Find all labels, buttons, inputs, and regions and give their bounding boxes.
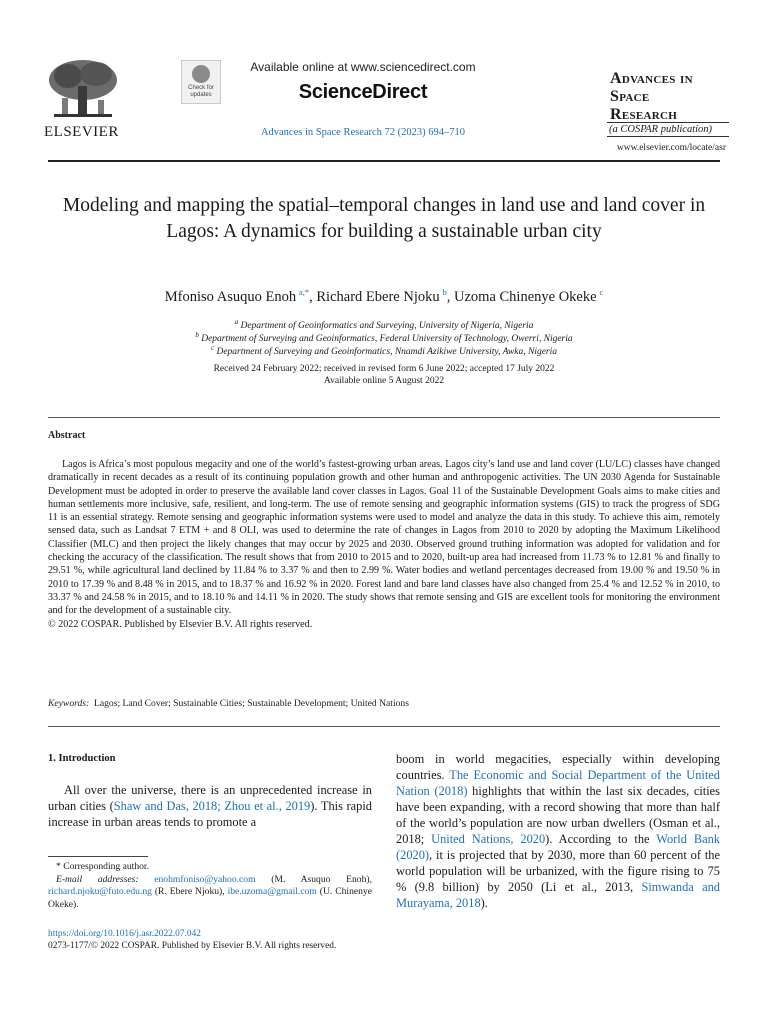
citation-link[interactable]: Shaw and Das, 2018; Zhou et al., 2019 xyxy=(113,799,311,813)
journal-citation-link[interactable]: Advances in Space Research 72 (2023) 694–710 xyxy=(260,127,466,138)
affiliation xyxy=(60,318,708,331)
journal-subtitle: (a COSPAR publication) xyxy=(607,122,729,137)
header-divider xyxy=(48,160,720,162)
intro-text: All over the universe, there is an unprecedented increase in urban cities ( xyxy=(48,783,372,813)
author-list: Mfoniso Asuquo Enoh $^{a,*}$, Richard Ebere Njoku $^b$, Uzoma Chinenye Okeke $^c$ xyxy=(164,287,604,305)
keywords-label: Keywords: xyxy=(48,698,90,709)
section-heading: 1. Introduction xyxy=(48,753,116,764)
abstract-body xyxy=(48,458,720,631)
email-owner: (R. Ebere Njoku), xyxy=(151,886,228,898)
badge-label: Check for updates xyxy=(188,85,214,98)
author-affiliation-mark[interactable]: b xyxy=(442,287,447,297)
intro-text: ). xyxy=(480,896,488,910)
citation-link[interactable]: World Bank (2020) xyxy=(396,832,720,862)
author-name: Mfoniso Asuquo Enoh xyxy=(164,288,297,305)
email-link[interactable]: richard.njoku@futo.edu.ng xyxy=(48,886,152,898)
intro-text: highlights that within the last six decades, cities have been expanding, with a record showing that more than half of the world’s population are now urban dwellers (Osman et al., 2018; xyxy=(396,784,721,846)
journal-url[interactable]: www.elsevier.com/locate/asr xyxy=(616,143,726,153)
doi-link[interactable]: https://doi.org/10.1016/j.asr.2022.07.042 xyxy=(48,929,201,939)
citation-link[interactable]: The Economic and Social Department of the United Nation (2018) xyxy=(396,768,721,798)
author-name: Uzoma Chinenye Okeke xyxy=(454,288,597,305)
affiliation-text: Department of Geoinformatics and Surveying, University of Nigeria, Nigeria xyxy=(240,321,534,332)
issn-copyright: 0273-1177/© 2022 COSPAR. Published by Elsevier B.V. All rights reserved. xyxy=(48,941,337,952)
affiliation-mark: c xyxy=(210,344,215,352)
affiliation-mark: a xyxy=(234,318,239,326)
intro-text: ). According to the xyxy=(545,832,657,846)
journal-title-line: Space xyxy=(610,88,650,105)
citation-link[interactable]: United Nations, 2020 xyxy=(431,832,546,846)
email-addresses xyxy=(48,874,372,912)
affiliation-text: Department of Surveying and Geoinformatics, Nnamdi Azikiwe University, Awka, Nigeria xyxy=(216,347,558,358)
affiliation-text: Department of Surveying and Geoinformatics, Federal University of Technology, Owerri, Nigeria xyxy=(201,334,573,345)
author-affiliation-mark[interactable]: a,* xyxy=(298,287,310,297)
abstract-paragraph: Lagos is Africa’s most populous megacity and one of the world’s fastest-growing urban areas. Lagos city’s land use and land cover (LU/LC) classes have changed dramatically in recent decades as a result of its continuing population growth and other human and anthropogenic activities. The UN 2030 Agenda for Sustainable Development must be adopted in order to preserve the available land cover classes in Lagos. Goal 11 of the Sustainable Development Goals aims to make cities and human settlements more inclusive, safe, resilient, and long-term. The use of remote sensing and geographic information systems (GIS) to track the progress of SDG 11 is an essential strategy. Remote sensing and geographic information systems were used to model and analyze the data in this study. To achieve this aim, remotely sensed data, such as Landsat 7 ETM + and 8 OLI, was used to determine the rate of changes in Lagos from 2010 to 2020 by adopting the Maximum Likelihood Classifier (MLC) and then project the likely changes that may occur by 2025 and 2030. Observed ground truthing information was adopted for validation and for checking the accuracy of the classification. The result shows that from 2010 to 2015 and to 2020, built-up area had increased from 11.73 % to 12.81 % and finally to 29.51 %, while agricultural land declined by 11.84 % to 3.37 % and then to 2.99 %. Water bodies and wetland percentages decreased from 19.00 % and 19.50 % in 2010 to 17.39 % and 8.48 % in 2015, and to 18.37 % and 16.92 % in 2020. Forest land and bare land classes have also changed from 25.4 % and 12.52 % in 2010, to 33.37 % and 24.58 % in 2015, and to 18.10 % and 14.11 % in 2020. The study shows that remote sensing and GIS are excellent tools for monitoring the environment and for the development of a sustainable city. xyxy=(48,459,720,617)
elsevier-tree-logo xyxy=(44,58,122,134)
sciencedirect-brand[interactable]: ScienceDirect xyxy=(298,81,428,103)
journal-title-line: Research xyxy=(610,106,678,123)
intro-text: , it is projected that by 2030, more than 60 percent of the world population will be urbanized, with the figure rising to 75 % (9.8 billion) by 2050 (Li et al., 2013, xyxy=(396,848,720,894)
body-divider xyxy=(48,726,720,727)
footnote-divider xyxy=(48,856,148,857)
affiliation xyxy=(60,344,708,357)
intro-paragraph xyxy=(396,751,720,911)
email-owner: (U. Chinenye Okeke). xyxy=(48,886,372,910)
available-online-text: Available online at www.sciencedirect.com xyxy=(250,60,476,74)
keywords xyxy=(48,698,720,709)
keywords-list: Lagos; Land Cover; Sustainable Cities; Sustainable Development; United Nations xyxy=(94,698,409,709)
affiliation-mark: b xyxy=(195,331,199,339)
intro-text: boom in world megacities, especially within developing countries. xyxy=(396,752,720,782)
email-owner: (M. Asuquo Enoh), xyxy=(255,873,372,885)
doi-block xyxy=(48,928,448,953)
intro-right-column xyxy=(396,751,720,911)
author-affiliation-mark[interactable]: c xyxy=(599,287,604,297)
abstract-divider xyxy=(48,417,720,418)
available-date: Available online 5 August 2022 xyxy=(323,376,445,386)
email-link[interactable]: enohmfoniso@yahoo.com xyxy=(154,873,256,885)
article-title: Modeling and mapping the spatial–temporal changes in land use and land cover in Lagos: A dynamics for building a sustainable urban city xyxy=(62,195,706,242)
intro-paragraph xyxy=(48,782,372,830)
footnote xyxy=(48,861,372,911)
abstract-heading: Abstract xyxy=(48,430,86,441)
intro-left-column xyxy=(48,782,372,830)
citation-link[interactable]: Simwanda and Murayama, 2018 xyxy=(396,880,720,910)
abstract-copyright: © 2022 COSPAR. Published by Elsevier B.V. All rights reserved. xyxy=(48,618,313,630)
author-name: Richard Ebere Njoku xyxy=(316,288,440,305)
journal-title xyxy=(610,70,730,124)
received-dates: Received 24 February 2022; received in revised form 6 June 2022; accepted 17 July 2022 xyxy=(213,364,555,374)
email-link[interactable]: ibe.uzoma@gmail.com xyxy=(227,886,317,898)
email-label: E-mail addresses: xyxy=(56,873,139,885)
journal-title-line: Advances in xyxy=(610,70,693,87)
affiliation xyxy=(60,331,708,344)
intro-text: ). This rapid increase in urban areas tends to promote a xyxy=(48,799,373,829)
corresponding-author-note: * Corresponding author. xyxy=(56,861,149,872)
publisher-name: ELSEVIER xyxy=(44,124,119,140)
